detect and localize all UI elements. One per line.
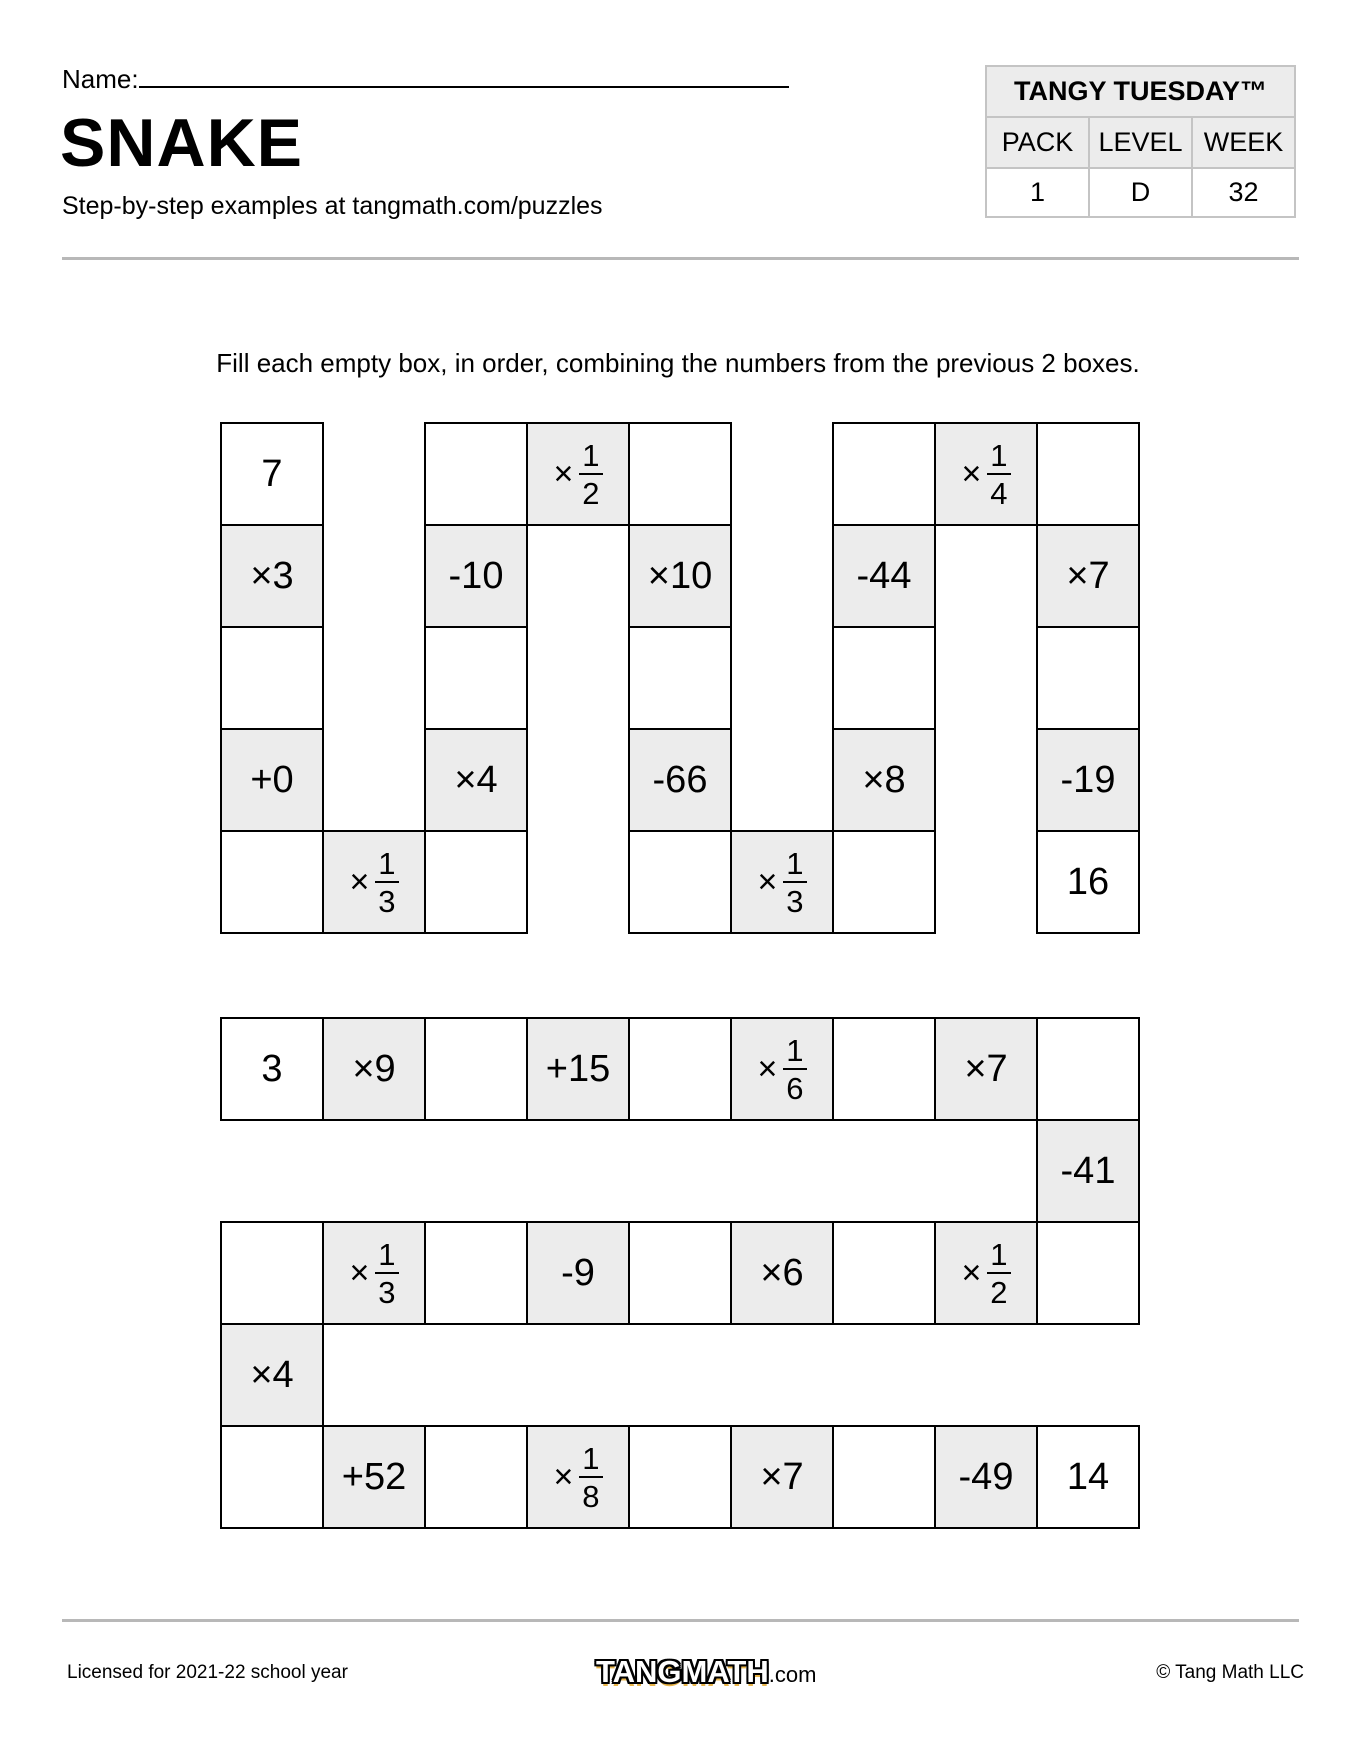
name-label: Name:	[62, 64, 139, 94]
box-value: ×8	[862, 758, 906, 801]
operation-box	[1036, 524, 1140, 628]
number-box	[220, 422, 324, 526]
fraction	[375, 845, 398, 919]
fraction-denominator: 3	[378, 883, 396, 919]
fraction-operation	[553, 437, 602, 511]
info-col-pack: PACK	[986, 117, 1089, 168]
empty-answer-box[interactable]	[628, 1221, 732, 1325]
operator-symbol: ×	[961, 1253, 982, 1292]
fraction-operation	[757, 845, 806, 919]
operation-box	[832, 524, 936, 628]
empty-answer-box[interactable]	[424, 422, 528, 526]
empty-answer-box[interactable]	[424, 1425, 528, 1529]
tangmath-logo	[596, 1654, 816, 1690]
empty-answer-box[interactable]	[424, 830, 528, 934]
logo-text: TANGMATH	[596, 1654, 769, 1689]
empty-answer-box[interactable]	[220, 1221, 324, 1325]
operator-symbol: ×	[553, 1457, 574, 1496]
info-val-pack: 1	[986, 168, 1089, 217]
name-blank[interactable]	[139, 64, 789, 88]
empty-answer-box[interactable]	[832, 1425, 936, 1529]
info-col-level: LEVEL	[1089, 117, 1192, 168]
empty-answer-box[interactable]	[628, 626, 732, 730]
operator-symbol: ×	[961, 454, 982, 493]
empty-answer-box[interactable]	[1036, 626, 1140, 730]
box-value: +15	[545, 1047, 611, 1090]
info-title: TANGY TUESDAY™	[986, 66, 1295, 117]
info-table	[985, 65, 1296, 218]
footer-divider	[62, 1619, 1299, 1622]
fraction-denominator: 4	[990, 475, 1008, 511]
subtitle: Step-by-step examples at tangmath.com/puzzles	[62, 192, 603, 220]
operation-box	[526, 1425, 630, 1529]
operation-box	[526, 422, 630, 526]
box-value: -19	[1060, 758, 1116, 801]
operator-symbol: ×	[757, 1049, 778, 1088]
fraction-numerator: 1	[579, 440, 602, 475]
box-value: +0	[250, 758, 294, 801]
empty-answer-box[interactable]	[832, 830, 936, 934]
empty-answer-box[interactable]	[220, 1425, 324, 1529]
box-value: ×4	[250, 1353, 294, 1396]
empty-answer-box[interactable]	[628, 422, 732, 526]
fraction-numerator: 1	[783, 848, 806, 883]
empty-answer-box[interactable]	[424, 1017, 528, 1121]
copyright-text: © Tang Math LLC	[1156, 1662, 1304, 1683]
box-value: -49	[958, 1455, 1014, 1498]
operation-box	[424, 524, 528, 628]
box-value: ×4	[454, 758, 498, 801]
fraction-numerator: 1	[375, 848, 398, 883]
box-value: 7	[261, 452, 283, 495]
empty-answer-box[interactable]	[628, 1017, 732, 1121]
operation-box	[424, 728, 528, 832]
empty-answer-box[interactable]	[832, 1221, 936, 1325]
box-value: ×6	[760, 1251, 804, 1294]
operation-box	[322, 1425, 426, 1529]
empty-answer-box[interactable]	[220, 830, 324, 934]
operation-box	[934, 1425, 1038, 1529]
fraction-operation	[961, 437, 1010, 511]
fraction-denominator: 3	[378, 1274, 396, 1310]
box-value: -10	[448, 554, 504, 597]
operation-box	[730, 1221, 834, 1325]
box-value: 14	[1066, 1455, 1110, 1498]
operation-box	[934, 1017, 1038, 1121]
box-value: ×3	[250, 554, 294, 597]
operation-box	[730, 1017, 834, 1121]
fraction	[987, 437, 1010, 511]
empty-answer-box[interactable]	[1036, 1017, 1140, 1121]
empty-answer-box[interactable]	[832, 422, 936, 526]
fraction-operation	[349, 845, 398, 919]
operation-box	[322, 830, 426, 934]
number-box	[1036, 830, 1140, 934]
operation-box	[730, 1425, 834, 1529]
operation-box	[934, 422, 1038, 526]
number-box	[220, 1017, 324, 1121]
fraction-denominator: 6	[786, 1070, 804, 1106]
logo-suffix: .com	[768, 1662, 817, 1687]
operation-box	[220, 524, 324, 628]
instruction: Fill each empty box, in order, combining the numbers from the previous 2 boxes.	[216, 348, 1140, 378]
operation-box	[730, 830, 834, 934]
box-value: -44	[856, 554, 912, 597]
box-value: -9	[561, 1251, 595, 1294]
operation-box	[220, 1323, 324, 1427]
operation-box	[628, 524, 732, 628]
operation-box	[526, 1221, 630, 1325]
empty-answer-box[interactable]	[1036, 1221, 1140, 1325]
empty-answer-box[interactable]	[832, 626, 936, 730]
empty-answer-box[interactable]	[628, 830, 732, 934]
empty-answer-box[interactable]	[424, 626, 528, 730]
page-title: SNAKE	[60, 105, 304, 181]
info-col-week: WEEK	[1192, 117, 1295, 168]
fraction-operation	[757, 1032, 806, 1106]
fraction-numerator: 1	[375, 1239, 398, 1274]
fraction-denominator: 2	[582, 475, 600, 511]
fraction	[783, 845, 806, 919]
operator-symbol: ×	[757, 862, 778, 901]
operation-box	[526, 1017, 630, 1121]
empty-answer-box[interactable]	[628, 1425, 732, 1529]
operation-box	[220, 728, 324, 832]
operation-box	[322, 1221, 426, 1325]
empty-answer-box[interactable]	[832, 1017, 936, 1121]
operator-symbol: ×	[349, 1253, 370, 1292]
fraction	[579, 1440, 602, 1514]
box-value: ×10	[647, 554, 713, 597]
number-box	[1036, 1425, 1140, 1529]
box-value: 3	[261, 1047, 283, 1090]
fraction	[375, 1236, 398, 1310]
name-line	[62, 64, 789, 95]
info-val-level: D	[1089, 168, 1192, 217]
box-value: ×7	[964, 1047, 1008, 1090]
fraction	[579, 437, 602, 511]
box-value: ×7	[760, 1455, 804, 1498]
box-value: ×7	[1066, 554, 1110, 597]
operation-box	[1036, 1119, 1140, 1223]
info-val-week: 32	[1192, 168, 1295, 217]
fraction-denominator: 3	[786, 883, 804, 919]
fraction-numerator: 1	[987, 440, 1010, 475]
fraction-numerator: 1	[579, 1443, 602, 1478]
empty-answer-box[interactable]	[220, 626, 324, 730]
fraction	[783, 1032, 806, 1106]
header-divider	[62, 257, 1299, 260]
operation-box	[1036, 728, 1140, 832]
license-text: Licensed for 2021-22 school year	[67, 1662, 348, 1683]
operation-box	[322, 1017, 426, 1121]
operation-box	[628, 728, 732, 832]
operation-box	[832, 728, 936, 832]
fraction-operation	[961, 1236, 1010, 1310]
operation-box	[934, 1221, 1038, 1325]
box-value: +52	[341, 1455, 407, 1498]
operator-symbol: ×	[349, 862, 370, 901]
fraction-denominator: 2	[990, 1274, 1008, 1310]
box-value: -66	[652, 758, 708, 801]
box-value: ×9	[352, 1047, 396, 1090]
fraction-numerator: 1	[987, 1239, 1010, 1274]
fraction-operation	[349, 1236, 398, 1310]
fraction-operation	[553, 1440, 602, 1514]
box-value: -41	[1060, 1149, 1116, 1192]
empty-answer-box[interactable]	[424, 1221, 528, 1325]
fraction-denominator: 8	[582, 1478, 600, 1514]
empty-answer-box[interactable]	[1036, 422, 1140, 526]
fraction-numerator: 1	[783, 1035, 806, 1070]
operator-symbol: ×	[553, 454, 574, 493]
box-value: 16	[1066, 860, 1110, 903]
fraction	[987, 1236, 1010, 1310]
